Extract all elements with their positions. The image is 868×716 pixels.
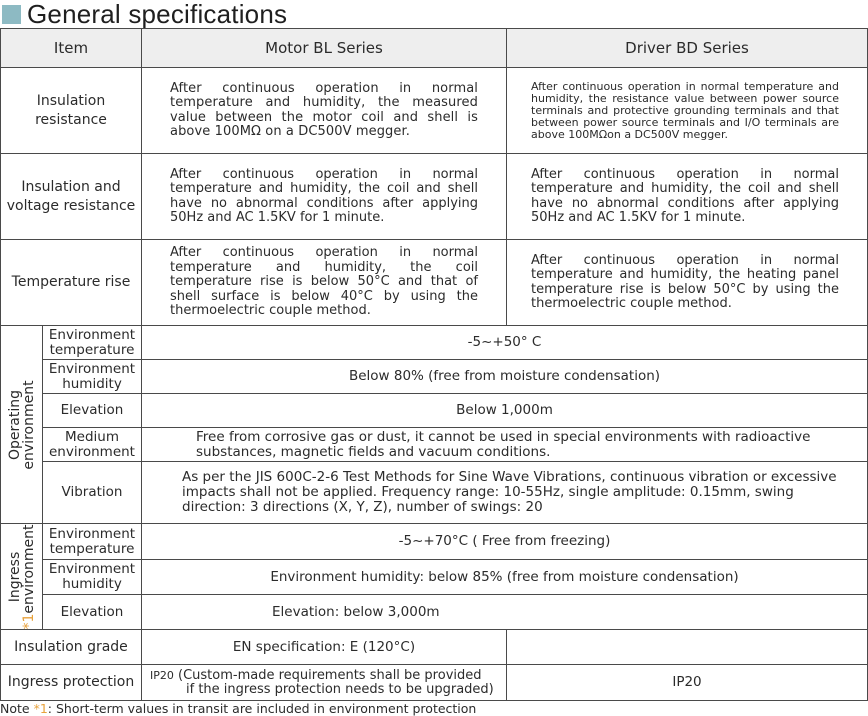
row-ingress-protection [1, 665, 868, 701]
label-op-env-temp: Environment temperature [43, 326, 142, 360]
value-op-medium: Free from corrosive gas or dust, it cannot be used in special environments with radioactive substances, magnetic fields and vacuum conditions. [142, 428, 868, 462]
driver-temperature-rise: After continuous operation in normal temperature and humidity, the heating panel temperature rise is below 50°C by using the thermoelectric couple method. [507, 240, 868, 326]
label-in-env-temp: Environment temperature [43, 524, 142, 560]
motor-insulation-grade: EN specification: E (120°C) [142, 630, 507, 665]
motor-ingress-protection [142, 665, 507, 701]
driver-ingress-protection: IP20 [507, 665, 868, 701]
value-op-env-humidity: Below 80% (free from moisture condensation) [142, 360, 868, 394]
footnote: Note *1: Short-term values in transit are included in environment protection [0, 701, 477, 716]
row-temperature-rise [1, 240, 868, 326]
row-in-env-temp [1, 524, 868, 560]
motor-voltage-resistance: After continuous operation in normal temperature and humidity, the coil and shell have no abnormal conditions after applying 50Hz and AC 1.5KV for 1 minute. [142, 154, 507, 240]
value-in-elevation: Elevation: below 3,000m [142, 595, 868, 630]
page-title [0, 0, 287, 28]
header-item: Item [1, 29, 142, 68]
ingress-env-label: environment [20, 523, 37, 614]
label-op-medium: Medium environment [43, 428, 142, 462]
operating-label: Operating [6, 389, 23, 460]
label-in-env-humidity: Environment humidity [43, 560, 142, 595]
spec-table [0, 28, 868, 701]
label-op-env-humidity: Environment humidity [43, 360, 142, 394]
operating-environment-group [1, 326, 43, 524]
table-header-row [1, 29, 868, 68]
title-text: General specifications [27, 0, 288, 29]
row-op-elevation [1, 394, 868, 428]
value-in-env-humidity: Environment humidity: below 85% (free from moisture condensation) [142, 560, 868, 595]
label-in-elevation: Elevation [43, 595, 142, 630]
label-insulation-resistance: Insulation resistance [1, 68, 142, 154]
motor-insulation-resistance: After continuous operation in normal temperature and humidity, the measured value between the motor coil and shell is above 100MΩ on a DC500V megger. [142, 68, 507, 154]
label-op-vibration: Vibration [43, 462, 142, 524]
row-insulation-grade [1, 630, 868, 665]
header-motor: Motor BL Series [142, 29, 507, 68]
label-op-elevation: Elevation [43, 394, 142, 428]
motor-temperature-rise: After continuous operation in normal temperature and humidity, the coil temperature rise is below 50°C and that of shell surface is below 40°C by using the thermoelectric couple method. [142, 240, 507, 326]
value-in-env-temp: -5~+70°C ( Free from freezing) [142, 524, 868, 560]
row-op-vibration [1, 462, 868, 524]
label-voltage-resistance: Insulation and voltage resistance [1, 154, 142, 240]
ingress-environment-group [1, 524, 43, 630]
environment-label: environment [20, 379, 37, 470]
row-in-env-humidity [1, 560, 868, 595]
row-voltage-resistance [1, 154, 868, 240]
label-insulation-grade: Insulation grade [1, 630, 142, 665]
label-ingress-protection: Ingress protection [1, 665, 142, 701]
motor-ip-text-2: if the ingress protection needs to be upgraded) [186, 681, 494, 697]
ingress-label: Ingress [6, 551, 23, 602]
row-in-elevation [1, 595, 868, 630]
row-insulation-resistance [1, 68, 868, 154]
value-op-env-temp: -5~+50° C [142, 326, 868, 360]
driver-insulation-resistance: After continuous operation in normal temperature and humidity, the resistance value between power source terminals and protective grounding terminals and that between power source terminals and I/O terminals are above 100MΩon a DC500V megger. [507, 68, 868, 154]
driver-insulation-grade [507, 630, 868, 665]
title-marker [2, 5, 21, 24]
row-op-env-temp [1, 326, 868, 360]
ingress-mark: *1 [20, 613, 37, 630]
driver-voltage-resistance: After continuous operation in normal temperature and humidity, the coil and shell have no abnormal conditions after applying 50Hz and AC 1.5KV for 1 minute. [507, 154, 868, 240]
label-temperature-rise: Temperature rise [1, 240, 142, 326]
motor-ip-code: IP20 [150, 668, 174, 682]
row-op-medium [1, 428, 868, 462]
header-driver: Driver BD Series [507, 29, 868, 68]
motor-ip-text-1: (Custom-made requirements shall be provided [178, 667, 482, 683]
value-op-vibration: As per the JIS 600C-2-6 Test Methods for Sine Wave Vibrations, continuous vibration or excessive impacts shall not be applied. Frequency range: 10-55Hz, single amplitude: 0.15mm, swing direction: 3 directions (X, Y, Z), number of swings: 20 [142, 462, 868, 524]
row-op-env-humidity [1, 360, 868, 394]
footnote-text: : Short-term values in transit are included in environment protection [47, 701, 477, 716]
footnote-mark: *1 [33, 701, 48, 716]
value-op-elevation: Below 1,000m [142, 394, 868, 428]
